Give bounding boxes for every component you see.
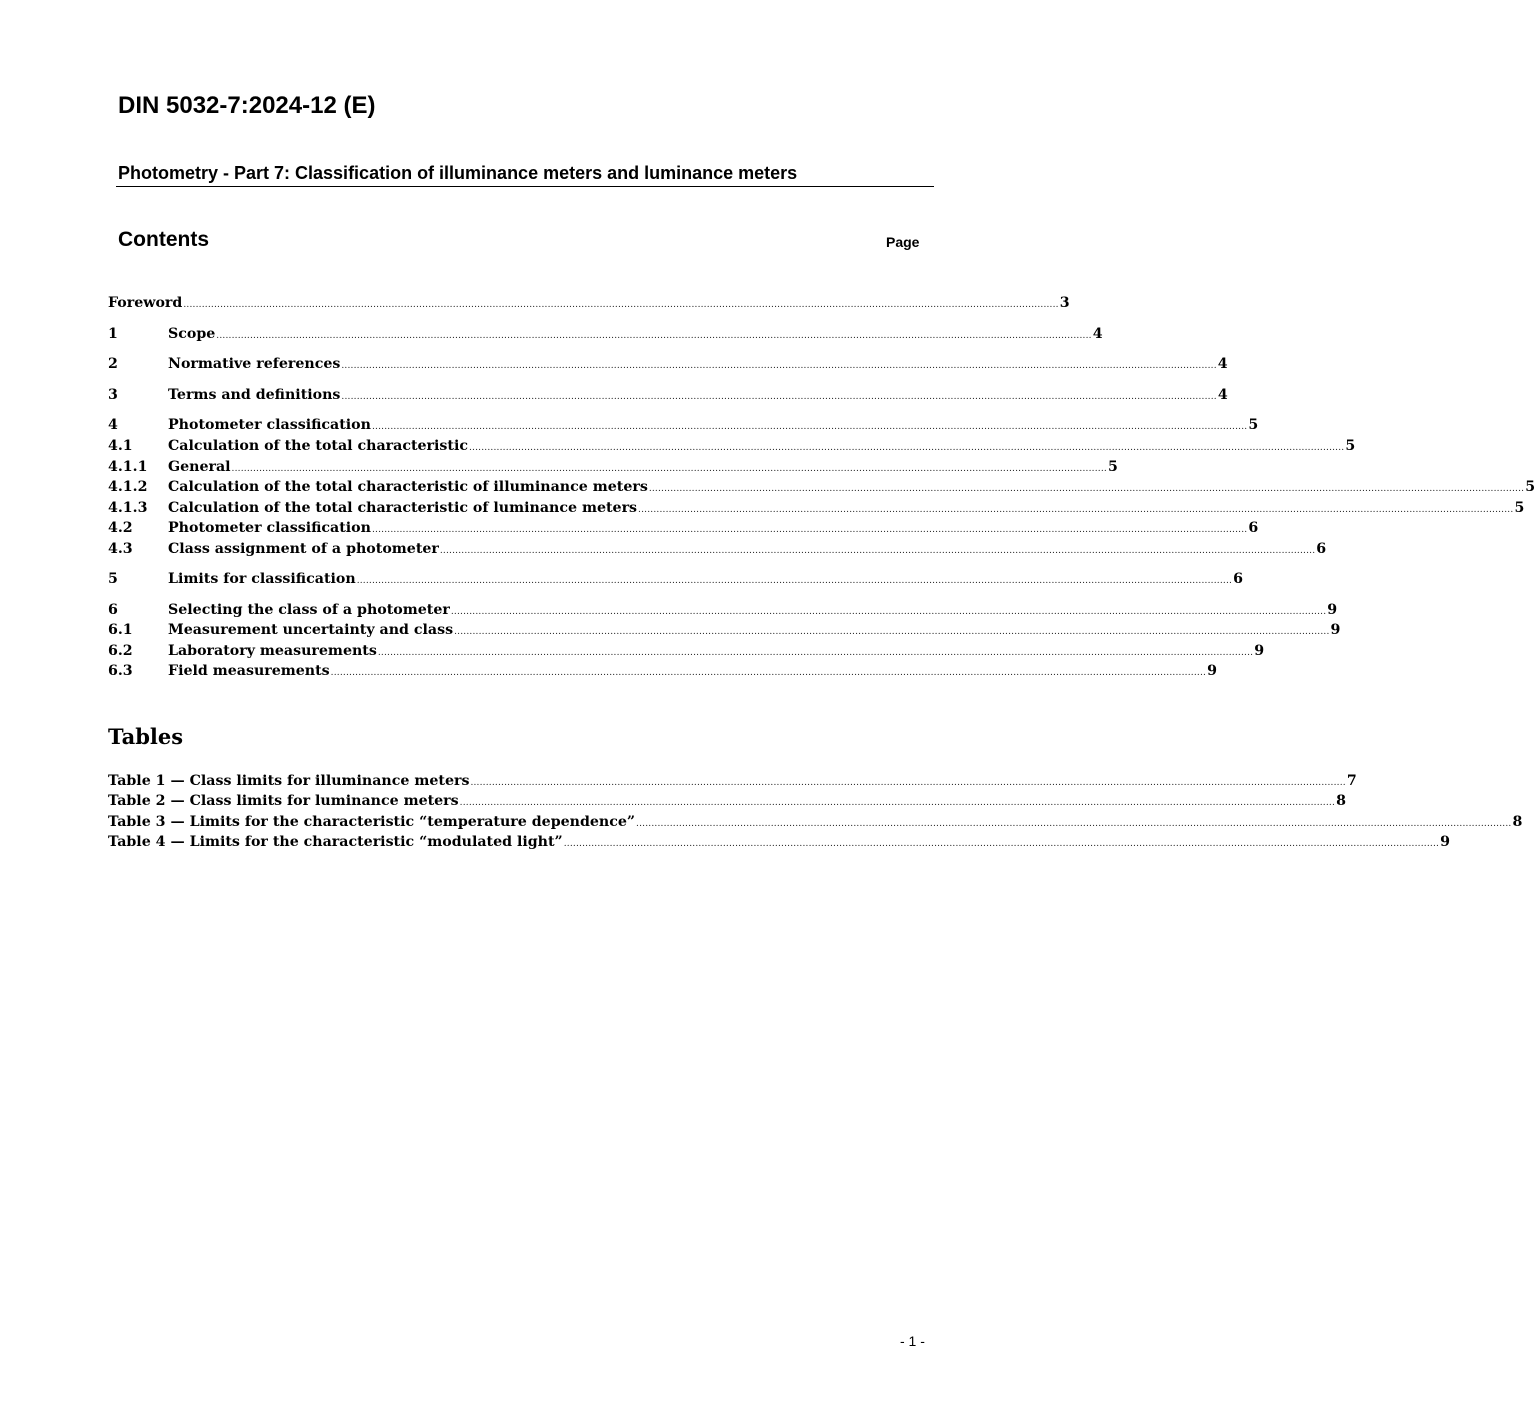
- toc-page: 9: [1254, 643, 1265, 659]
- contents-heading: Contents: [118, 228, 209, 251]
- leader-dots: ..............................................................................................................................................................................................................................................................................................: [377, 648, 1254, 658]
- leader-dots: ..............................................................................................................................................................................................................................................................................................: [470, 778, 1346, 788]
- toc-page: 6: [1233, 571, 1243, 587]
- toc-entry-4[interactable]: [108, 417, 1259, 437]
- table-entry-title: Table 1 — Class limits for illuminance meters: [108, 773, 470, 789]
- toc-number: 4.2: [108, 520, 133, 536]
- toc-entry-4-1-3[interactable]: [108, 500, 1525, 520]
- toc-page: 6: [1248, 520, 1259, 536]
- table-entry-3[interactable]: [108, 814, 1523, 834]
- leader-dots: ..............................................................................................................................................................................................................................................................................................: [356, 576, 1233, 586]
- document-id: DIN 5032-7:2024-12 (E): [118, 92, 376, 119]
- toc-entry-6[interactable]: [108, 602, 1338, 622]
- toc-page: 4: [1217, 356, 1228, 372]
- table-entry-page: 8: [1336, 793, 1346, 809]
- toc-number: 5: [108, 571, 118, 587]
- toc-number: 4.1: [108, 438, 133, 454]
- leader-dots: ..............................................................................................................................................................................................................................................................................................: [231, 464, 1107, 474]
- toc-title: Photometer classification: [168, 520, 371, 536]
- toc-title: Calculation of the total characteristic: [168, 438, 468, 454]
- toc-page: 6: [1316, 541, 1327, 557]
- toc-number: 4.3: [108, 541, 133, 557]
- leader-dots: ..............................................................................................................................................................................................................................................................................................: [468, 443, 1345, 453]
- toc-page: 9: [1207, 663, 1217, 679]
- toc-title: Field measurements: [168, 663, 330, 679]
- leader-dots: ..............................................................................................................................................................................................................................................................................................: [638, 505, 1514, 515]
- table-entry-title: Table 4 — Limits for the characteristic “modulated light”: [108, 834, 563, 850]
- leader-dots: ..............................................................................................................................................................................................................................................................................................: [454, 627, 1330, 637]
- table-entry-4[interactable]: [108, 834, 1450, 854]
- leader-dots: ..............................................................................................................................................................................................................................................................................................: [183, 300, 1059, 310]
- tables-heading: Tables: [108, 724, 184, 749]
- toc-number: 1: [108, 326, 118, 342]
- toc-page: 9: [1330, 622, 1341, 638]
- toc-entry-4-1[interactable]: [108, 438, 1356, 458]
- table-entry-1[interactable]: [108, 773, 1357, 793]
- toc-number: 6.3: [108, 663, 133, 679]
- leader-dots: ..............................................................................................................................................................................................................................................................................................: [371, 422, 1248, 432]
- table-entry-2[interactable]: [108, 793, 1346, 813]
- toc-entry-6-1[interactable]: [108, 622, 1341, 642]
- toc-entry-2[interactable]: [108, 356, 1228, 376]
- toc-title: Laboratory measurements: [168, 643, 377, 659]
- toc-page: 3: [1059, 295, 1070, 311]
- document-title: Photometry - Part 7: Classification of illuminance meters and luminance meters: [118, 163, 798, 183]
- toc-title: Scope: [168, 326, 216, 342]
- toc-entry-4-2[interactable]: [108, 520, 1259, 540]
- toc-title: Photometer classification: [168, 417, 371, 433]
- leader-dots: ..............................................................................................................................................................................................................................................................................................: [450, 607, 1327, 617]
- toc-number: 6: [108, 602, 118, 618]
- toc-title: Calculation of the total characteristic of luminance meters: [168, 500, 638, 516]
- toc-title: Measurement uncertainty and class: [168, 622, 454, 638]
- table-entry-page: 7: [1346, 773, 1357, 789]
- page-number: - 1 -: [900, 1333, 925, 1349]
- toc-title: General: [168, 459, 231, 475]
- toc-number: 4.1.1: [108, 459, 148, 475]
- toc-entry-3[interactable]: [108, 387, 1228, 407]
- toc-title: Selecting the class of a photometer: [168, 602, 450, 618]
- toc-entry-4-1-1[interactable]: [108, 459, 1118, 479]
- toc-number: 6.1: [108, 622, 133, 638]
- toc-number: 2: [108, 356, 118, 372]
- toc-entry-foreword[interactable]: [108, 295, 1070, 315]
- toc-page: 5: [1107, 459, 1118, 475]
- toc-number: 4: [108, 417, 118, 433]
- toc-title: Limits for classification: [168, 571, 356, 587]
- table-entry-page: 8: [1512, 814, 1523, 830]
- toc-entry-6-2[interactable]: [108, 643, 1265, 663]
- leader-dots: ..............................................................................................................................................................................................................................................................................................: [636, 819, 1512, 829]
- leader-dots: ..............................................................................................................................................................................................................................................................................................: [439, 546, 1316, 556]
- toc-number: 4.1.2: [108, 479, 148, 495]
- toc-entry-6-3[interactable]: [108, 663, 1217, 683]
- toc-entry-4-3[interactable]: [108, 541, 1327, 561]
- leader-dots: ..............................................................................................................................................................................................................................................................................................: [648, 484, 1525, 494]
- toc-title: Class assignment of a photometer: [168, 541, 439, 557]
- toc-page: 9: [1327, 602, 1338, 618]
- leader-dots: ..............................................................................................................................................................................................................................................................................................: [459, 798, 1336, 808]
- toc-entry-5[interactable]: [108, 571, 1243, 591]
- toc-page: 4: [1092, 326, 1103, 342]
- toc-page: 5: [1248, 417, 1259, 433]
- table-entry-page: 9: [1440, 834, 1450, 850]
- leader-dots: ..............................................................................................................................................................................................................................................................................................: [330, 668, 1207, 678]
- toc-title: Terms and definitions: [168, 387, 341, 403]
- leader-dots: ..............................................................................................................................................................................................................................................................................................: [563, 839, 1440, 849]
- leader-dots: ..............................................................................................................................................................................................................................................................................................: [341, 392, 1217, 402]
- table-entry-title: Table 3 — Limits for the characteristic “temperature dependence”: [108, 814, 636, 830]
- toc-page: 5: [1345, 438, 1356, 454]
- page-column-heading: Page: [886, 234, 920, 250]
- toc-entry-4-1-2[interactable]: [108, 479, 1535, 499]
- leader-dots: ..............................................................................................................................................................................................................................................................................................: [371, 525, 1248, 535]
- toc-title: Calculation of the total characteristic of illuminance meters: [168, 479, 648, 495]
- toc-number: 6.2: [108, 643, 133, 659]
- toc-page: 5: [1514, 500, 1525, 516]
- title-underline: [116, 186, 934, 187]
- toc-entry-1[interactable]: [108, 326, 1103, 346]
- toc-page: 5: [1525, 479, 1535, 495]
- toc-number: 3: [108, 387, 118, 403]
- toc-page: 4: [1217, 387, 1228, 403]
- leader-dots: ..............................................................................................................................................................................................................................................................................................: [216, 331, 1092, 341]
- toc-number: 4.1.3: [108, 500, 148, 516]
- leader-dots: ..............................................................................................................................................................................................................................................................................................: [341, 361, 1217, 371]
- table-entry-title: Table 2 — Class limits for luminance meters: [108, 793, 459, 809]
- toc-title: Foreword: [108, 295, 183, 311]
- toc-title: Normative references: [168, 356, 341, 372]
